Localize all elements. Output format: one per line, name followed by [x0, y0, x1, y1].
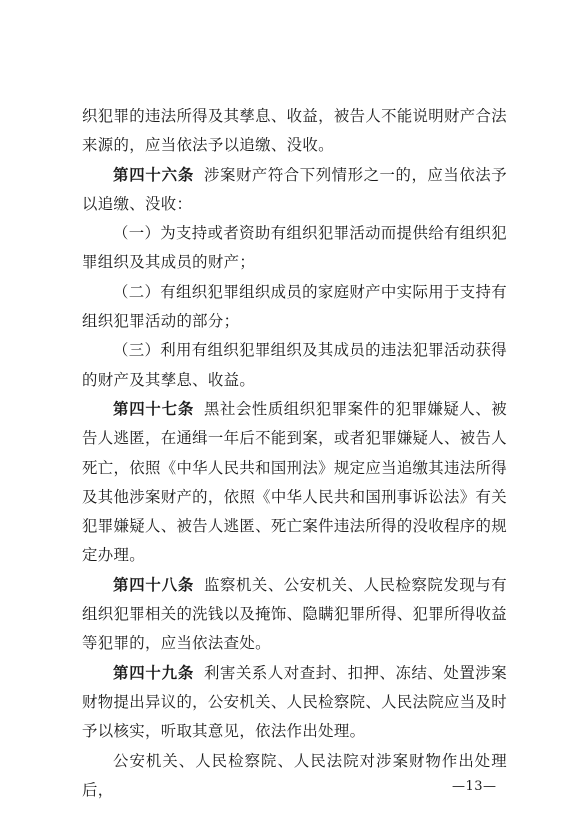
- paragraph-text: 织犯罪的违法所得及其孳息、收益，被告人不能说明财产合法来源的，应当依法予以追缴、没收。: [82, 107, 507, 155]
- article-49-paragraph: [82, 659, 507, 747]
- page-number: —13—: [452, 779, 497, 794]
- paragraph-text: （三）利用有组织犯罪组织及其成员的违法犯罪活动获得的财产及其孳息、收益。: [82, 341, 507, 389]
- article-46-paragraph: [82, 161, 507, 220]
- paragraph-text: （一）为支持或者资助有组织犯罪活动而提供给有组织犯罪组织及其成员的财产；: [82, 224, 507, 272]
- article-number: 第四十九条: [113, 663, 195, 682]
- article-number: 第四十七条: [113, 399, 195, 418]
- list-item-1: [82, 219, 507, 278]
- paragraph-continuation: [82, 102, 507, 161]
- article-number: 第四十六条: [113, 165, 195, 184]
- article-47-paragraph: [82, 395, 507, 571]
- paragraph-text: 监察机关、公安机关、人民检察院发现与有组织犯罪相关的洗钱以及掩饰、隐瞒犯罪所得、犯罪所得收益等犯罪的，应当依法查处。: [82, 575, 507, 653]
- paragraph-text: 黑社会性质组织犯罪案件的犯罪嫌疑人、被告人逃匿，在通缉一年后不能到案，或者犯罪嫌疑人、被告人死亡，依照《中华人民共和国刑法》规定应当追缴其违法所得及其他涉案财产的，依照《中华人民共和国刑事诉讼法》有关犯罪嫌疑人、被告人逃匿、死亡案件违法所得的没收程序的规定办理。: [82, 399, 507, 565]
- paragraph-text: 利害关系人对查封、扣押、冻结、处置涉案财物提出异议的，公安机关、人民检察院、人民法院应当及时予以核实，听取其意见，依法作出处理。: [82, 663, 507, 741]
- article-48-paragraph: [82, 571, 507, 659]
- paragraph-text: （二）有组织犯罪组织成员的家庭财产中实际用于支持有组织犯罪活动的部分；: [82, 282, 507, 331]
- paragraph-continuing: [82, 747, 507, 806]
- document-body: [82, 102, 507, 805]
- paragraph-text: 公安机关、人民检察院、人民法院对涉案财物作出处理后，: [82, 751, 507, 799]
- list-item-2: [82, 278, 507, 337]
- article-number: 第四十八条: [113, 575, 195, 594]
- list-item-3: [82, 336, 507, 395]
- paragraph-text: 涉案财产符合下列情形之一的，应当依法予以追缴、没收：: [82, 165, 507, 213]
